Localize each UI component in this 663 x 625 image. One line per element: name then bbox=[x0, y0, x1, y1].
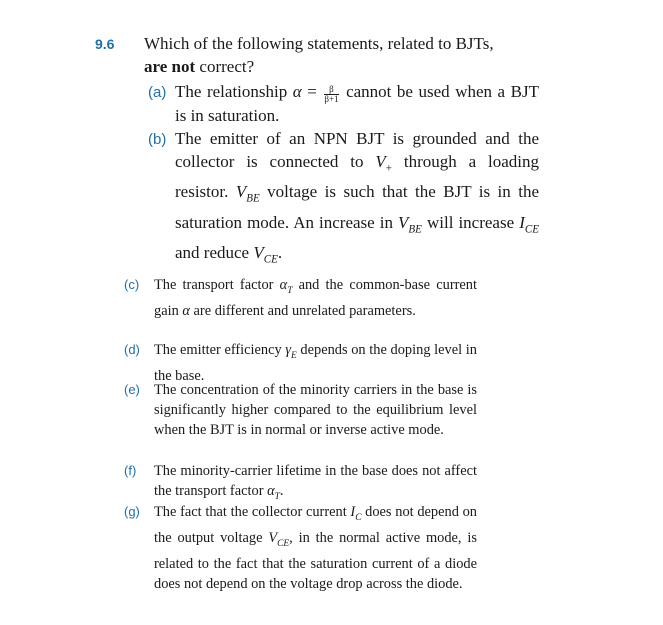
statement-g bbox=[122, 502, 477, 595]
equals-sign: = bbox=[301, 82, 323, 101]
question-intro-end: correct? bbox=[195, 57, 255, 76]
statement-label: (f) bbox=[124, 463, 137, 478]
statement-c bbox=[122, 275, 477, 321]
statement-label: (a) bbox=[148, 84, 167, 101]
beta-fraction bbox=[324, 85, 338, 104]
statement-text: The minority-carrier lifetime in the base does not affect the transport factor $\alpha_T$. bbox=[154, 463, 477, 503]
statement-b bbox=[144, 127, 539, 272]
statement-f bbox=[122, 461, 477, 507]
statement-a bbox=[144, 80, 539, 127]
statement-label: (b) bbox=[148, 131, 167, 148]
question-emphasis: are not bbox=[144, 57, 196, 76]
statement-text: The fact that the collector current $I_C$ does not depend on the output voltage $V_{CE}$, in the normal active mode, is related to the fact that the saturation current of a diode does not depend on the voltage drop across the diode. bbox=[154, 504, 477, 593]
statement-text: The emitter of an NPN BJT is grounded and the collector is connected to $V_+$ through a loading resistor. $V_{BE}$ voltage is such that the BJT is in the saturation mode. An increase in $V_{BE}$ will increase $I_{CE}$ and reduce $V_{CE}$. bbox=[175, 129, 539, 266]
statement-label: (d) bbox=[124, 342, 140, 357]
fraction-denominator: β+1 bbox=[324, 94, 339, 104]
statement-label: (e) bbox=[124, 382, 140, 397]
statement-a-tail: cannot be used when a BJT is in saturation. bbox=[175, 82, 539, 125]
statement-text: The emitter efficiency $\gamma_E$ depends on the doping level in the base. bbox=[154, 342, 477, 385]
statement-e bbox=[122, 380, 477, 441]
question-number: 9.6 bbox=[95, 36, 115, 52]
alpha-symbol: α bbox=[292, 82, 302, 101]
question-intro: Which of the following statements, related to BJTs, bbox=[144, 34, 494, 53]
statement-text: The transport factor $\alpha_T$ and the common-base current gain α are different and unrelated parameters. bbox=[154, 277, 477, 320]
statement-label: (g) bbox=[124, 504, 140, 519]
fraction-numerator: β bbox=[324, 85, 338, 95]
statement-text: The concentration of the minority carriers in the base is significantly higher compared to the equilibrium level when the BJT is in normal or inverse active mode. bbox=[154, 382, 477, 439]
question-prompt bbox=[144, 32, 539, 78]
statement-a-lead: The relationship bbox=[175, 82, 293, 101]
statement-text bbox=[175, 80, 539, 127]
statement-label: (c) bbox=[124, 277, 140, 292]
